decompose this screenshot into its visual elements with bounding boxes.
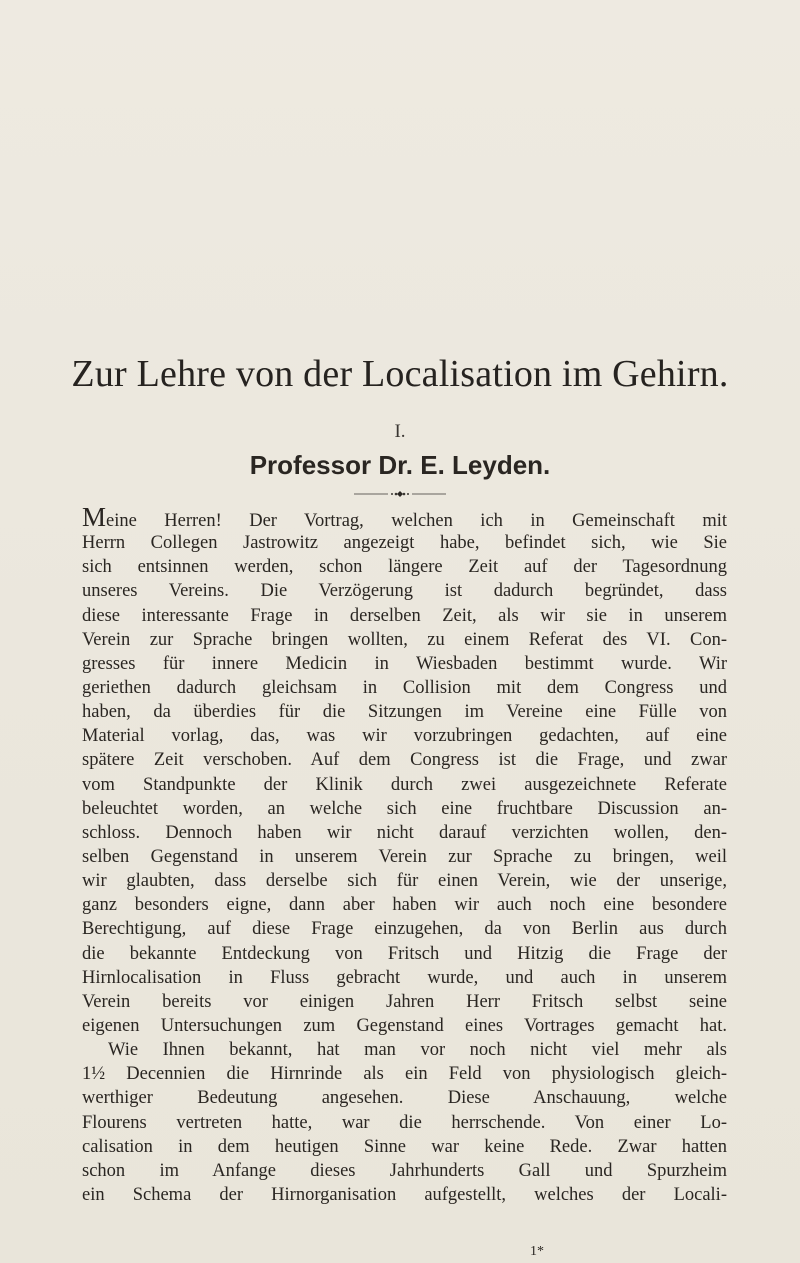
text-line: Material vorlag, das, was wir vorzubringen gedachten, auf eine [82, 726, 727, 747]
text-line: sich entsinnen werden, schon längere Zeit auf der Tagesordnung [82, 557, 727, 578]
signature-mark: 1* [530, 1244, 544, 1259]
text-line: schloss. Dennoch haben wir nicht darauf verzichten wollen, den- [82, 822, 727, 843]
drop-cap: M [82, 502, 107, 532]
article-title: Zur Lehre von der Localisation im Gehirn. [71, 353, 729, 395]
text-line: vom Standpunkte der Klinik durch zwei ausgezeichnete Referate [82, 774, 727, 795]
text-line: wir glaubten, dass derselbe sich für einen Verein, wie der unserige, [82, 871, 727, 892]
text-line: die bekannte Entdeckung von Fritsch und Hitzig die Frage der [82, 943, 727, 964]
text-line: eigenen Untersuchungen zum Gegenstand eines Vortrages gemacht hat. [82, 1015, 727, 1036]
text-line: gresses für innere Medicin in Wiesbaden bestimmt wurde. Wir [82, 653, 727, 674]
text-line: 1½ Decennien die Hirnrinde als ein Feld von physiologisch gleich- [82, 1064, 727, 1085]
text-line: beleuchtet worden, an welche sich eine fruchtbare Discussion an- [82, 798, 727, 819]
text-line: Flourens vertreten hatte, war die herrschende. Von einer Lo- [82, 1112, 727, 1133]
body-paragraph [82, 502, 727, 1207]
text-line: schon im Anfange dieses Jahrhunderts Gall und Spurzheim [82, 1160, 727, 1181]
section-number: I. [394, 421, 406, 442]
text-line: Herrn Collegen Jastrowitz angezeigt habe, befindet sich, wie Sie [82, 533, 727, 554]
ornament-divider [354, 490, 446, 498]
text-line: diese interessante Frage in derselben Zeit, als wir sie in unserem [82, 605, 727, 626]
text-line: unseres Vereins. Die Verzögerung ist dadurch begründet, dass [82, 581, 727, 602]
text-line: spätere Zeit verschoben. Auf dem Congress ist die Frage, und zwar [82, 750, 727, 771]
text-line: Verein zur Sprache bringen wollten, zu einem Referat des VI. Con- [82, 629, 727, 650]
text-line: Verein bereits vor einigen Jahren Herr Fritsch selbst seine [82, 991, 727, 1012]
text-line: geriethen dadurch gleichsam in Collision mit dem Congress und [82, 677, 727, 698]
text-line: Berechtigung, auf diese Frage einzugehen, da von Berlin aus durch [82, 919, 727, 940]
text-line: Hirnlocalisation in Fluss gebracht wurde, und auch in unserem [82, 967, 727, 988]
text-line: Wie Ihnen bekannt, hat man vor noch nicht viel mehr als [108, 1040, 727, 1061]
text-line: werthiger Bedeutung angesehen. Diese Anschauung, welche [82, 1088, 727, 1109]
text-line: ganz besonders eigne, dann aber haben wir auch noch eine besondere [82, 895, 727, 916]
text-line: selben Gegenstand in unserem Verein zur Sprache zu bringen, weil [82, 846, 727, 867]
text-line: haben, da überdies für die Sitzungen im Vereine eine Fülle von [82, 702, 727, 723]
text-line: ein Schema der Hirnorganisation aufgestellt, welches der Locali- [82, 1184, 727, 1205]
text-line: Meine Herren! Der Vortrag, welchen ich in Gemeinschaft mit [82, 502, 727, 532]
author-name: Professor Dr. E. Leyden. [249, 450, 551, 480]
text-line: calisation in dem heutigen Sinne war keine Rede. Zwar hatten [82, 1136, 727, 1157]
